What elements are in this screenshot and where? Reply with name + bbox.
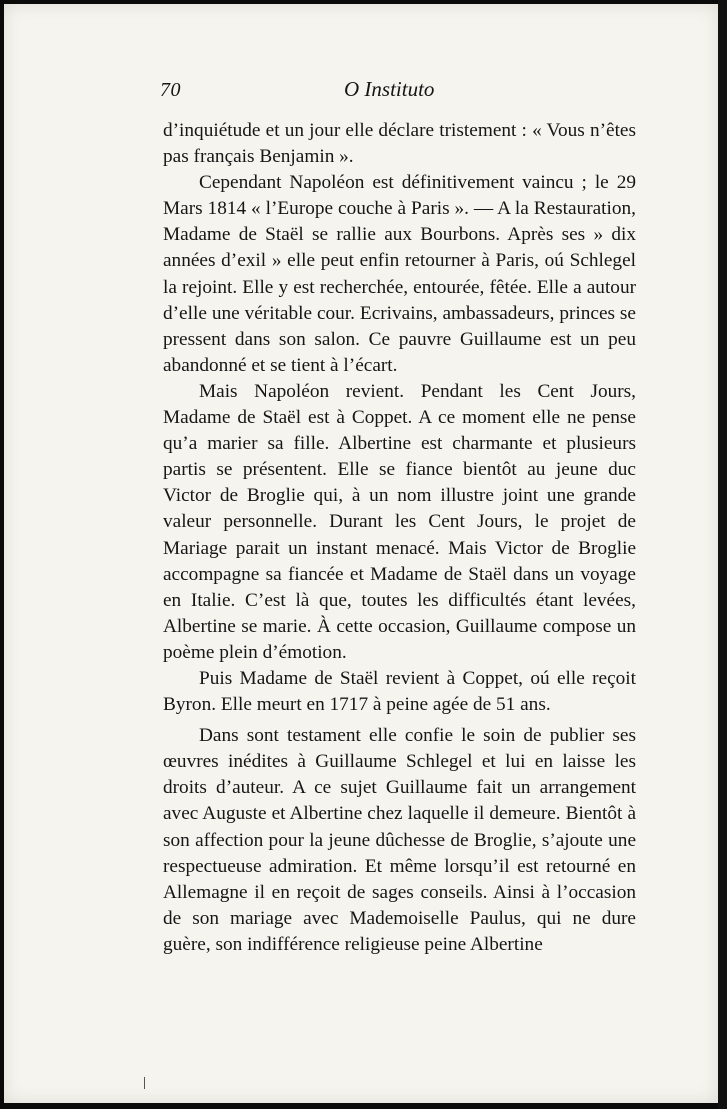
running-title: O Instituto [344,77,435,101]
stray-mark [144,1077,145,1089]
paragraph-2: Cependant Napoléon est définitivement vaincu ; le 29 Mars 1814 « l’Europe couche à Paris ». — A la Restauration, Madame de Staël se rallie aux Bourbons. Après ses » dix années d’exil » elle peut enfin retourner à Paris, oú Schlegel la rejoint. Elle y est recherchée, entourée, fêtée. Elle a autour d’elle une véritable cour. Ecrivains, ambassadeurs, princes se pressent dans son salon. Ce pauvre Guillaume est un peu abandonné et se tient à l’écart. [163,172,636,376]
page-header [4,77,718,107]
paragraph-3: Mais Napoléon revient. Pendant les Cent Jours, Madame de Staël est à Coppet. A ce moment elle ne pense qu’a marier sa fille. Albertine est charmante et plusieurs partis se présentent. Elle se fiance bientôt au jeune duc Victor de Broglie qui, à un nom illustre joint une grande valeur personnelle. Durant les Cent Jours, le projet de Mariage parait un instant menacé. Mais Victor de Broglie accompagne sa fiancée et Madame de Staël dans un voyage en Italie. C’est là que, toutes les difficultés étant levées, Albertine se marie. À cette occasion, Guillaume compose un poème plein d’émotion. [163,380,636,663]
scan-edge [718,0,727,1109]
body-text [163,118,636,958]
paragraph-5: Dans sont testament elle confie le soin de publier ses œuvres inédites à Guillaume Schlegel et lui en laisse les droits d’auteur. A ce sujet Guillaume fait un arrangement avec Auguste et Albertine chez laquelle il demeure. Bientôt à son affection pour la jeune dûchesse de Broglie, s’ajoute une respectueuse admiration. Et même lorsqu’il est retourné en Allemagne il en reçoit de sages conseils. Ainsi à l’occasion de son mariage avec Mademoiselle Paulus, qui ne dure guère, son indifférence religieuse peine Albertine [163,725,636,955]
paragraph-4: Puis Madame de Staël revient à Coppet, oú elle reçoit Byron. Elle meurt en 1717 à peine agée de 51 ans. [163,667,636,716]
paragraph-1: d’inquiétude et un jour elle déclare tristement : « Vous n’êtes pas français Benjamin ». [163,120,636,168]
book-page [4,4,718,1103]
page-number: 70 [160,79,181,101]
